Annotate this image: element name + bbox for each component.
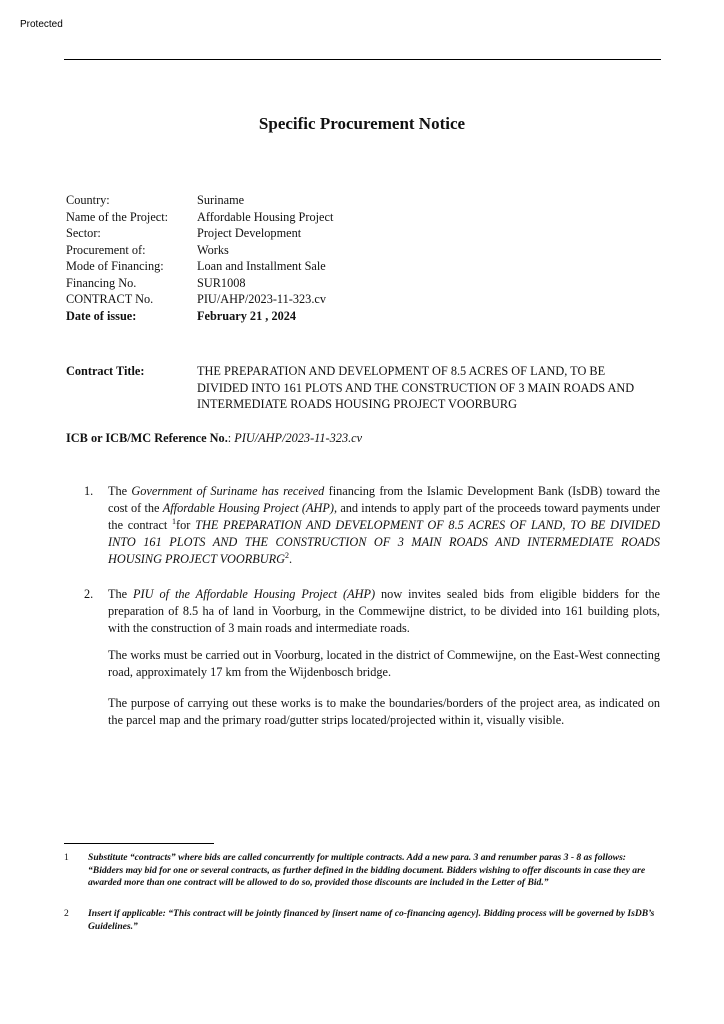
header-divider [64, 59, 661, 60]
detail-value: Affordable Housing Project [197, 209, 334, 224]
footnote-divider [64, 843, 214, 844]
detail-label: Name of the Project: [66, 209, 169, 224]
paragraph-number: 1. [84, 484, 94, 498]
detail-row-financing-no [66, 275, 333, 292]
detail-row-contract-no [66, 291, 333, 308]
footnote-2 [64, 908, 664, 933]
paragraph-1 [84, 483, 660, 568]
detail-value: Works [197, 242, 229, 257]
reference-line [66, 431, 362, 446]
footnote-number: 2 [64, 908, 69, 919]
footnote-1 [64, 852, 664, 890]
paragraph-text [108, 483, 660, 568]
detail-row-date [66, 308, 333, 325]
contract-title-label: Contract Title: [66, 364, 145, 378]
classification-label: Protected [20, 19, 63, 30]
text-run: financing from the Islamic Development Bank (IsDB) toward the cost of the [108, 484, 660, 515]
contract-title-block [66, 363, 666, 413]
detail-label: Mode of Financing: [66, 259, 164, 273]
footnote-ref-1[interactable]: 1 [172, 516, 177, 526]
piu-emphasis: PIU of the Affordable Housing Project (AHP) [133, 587, 376, 601]
contract-scope-emphasis: THE PREPARATION AND DEVELOPMENT OF 8.5 ACRES OF LAND, TO BE DIVIDED INTO 161 PLOTS AND THE CONSTRUCTION OF 3 MAIN ROADS AND INTERMEDIATE ROADS HOUSING PROJECT VOORBURG [108, 518, 660, 566]
paragraph-2-purpose: The purpose of carrying out these works is to make the boundaries/borders of the project area, as indicated on the parcel map and the primary road/gutter strips located/projected within it, visually visible. [108, 696, 660, 727]
text-run: The [108, 484, 132, 498]
reference-label: ICB or ICB/MC Reference No. [66, 431, 228, 445]
detail-label: Financing No. [66, 275, 137, 290]
government-emphasis: Government of Suriname has received [131, 484, 325, 498]
footnote-text: Insert if applicable: “This contract will be jointly financed by [insert name of co-financing agency]. Bidding process will be governed by IsDB’s Guidelines.” [88, 908, 655, 932]
detail-label: Sector: [66, 226, 101, 240]
detail-value: February 21 , 2024 [197, 308, 297, 323]
notice-body [84, 483, 660, 743]
detail-label: Procurement of: [66, 242, 146, 257]
detail-value: SUR1008 [197, 275, 246, 290]
text-run: The [108, 587, 134, 601]
footnote-number: 1 [64, 852, 69, 863]
footnote-text: Substitute “contracts” where bids are called concurrently for multiple contracts. Add a new para. 3 and renumber paras 3 - 8 as follows: “Bidders may bid for one or several contracts, as further defined in the bidding document. Bidders wishing to offer discounts in case they are awarded more than one contract will be allowed to do so, provided those discounts are included in the Letter of Bid.” [88, 852, 646, 888]
project-name-emphasis: Affordable Housing Project (AHP) [162, 501, 335, 515]
detail-row-sector [66, 225, 333, 242]
paragraph-number: 2. [84, 587, 94, 601]
procurement-details [66, 192, 333, 324]
detail-value: Project Development [197, 226, 302, 240]
reference-separator: : [227, 431, 235, 445]
text-run: . [289, 552, 293, 566]
text-run: now invites sealed bids from eligible bidders for the preparation of 8.5 ha of land in Voorburg, in the Commewijne district, to be divided into 161 building plots, with the construction of 3 main roads and intermediate roads. [108, 587, 660, 635]
paragraph-2 [84, 586, 660, 637]
detail-value: PIU/AHP/2023-11-323.cv [197, 292, 326, 306]
paragraph-2-location: The works must be carried out in Voorburg, located in the district of Commewijne, on the East-West connecting road, approximately 17 km from the Wijdenbosch bridge. [108, 648, 660, 679]
detail-label: CONTRACT No. [66, 292, 154, 306]
detail-row-financing-mode [66, 258, 333, 275]
detail-row-procurement [66, 242, 333, 259]
detail-value: Loan and Installment Sale [197, 259, 326, 273]
text-run: for [176, 518, 196, 532]
detail-row-country [66, 192, 333, 209]
paragraph-text [108, 586, 660, 637]
detail-value: Suriname [197, 193, 245, 207]
text-run: , and intends to apply part of the proceeds toward payments under the contract [108, 501, 660, 532]
detail-row-project [66, 209, 333, 226]
reference-value: PIU/AHP/2023-11-323.cv [234, 431, 363, 445]
footnote-ref-2[interactable]: 2 [285, 550, 290, 560]
page-title: Specific Procurement Notice [258, 114, 466, 133]
detail-label: Date of issue: [66, 308, 137, 323]
detail-label: Country: [66, 193, 110, 207]
contract-title-value: THE PREPARATION AND DEVELOPMENT OF 8.5 ACRES OF LAND, TO BE DIVIDED INTO 161 PLOTS AND THE CONSTRUCTION OF 3 MAIN ROADS AND INTERMEDIATE ROADS HOUSING PROJECT VOORBURG [197, 364, 635, 411]
